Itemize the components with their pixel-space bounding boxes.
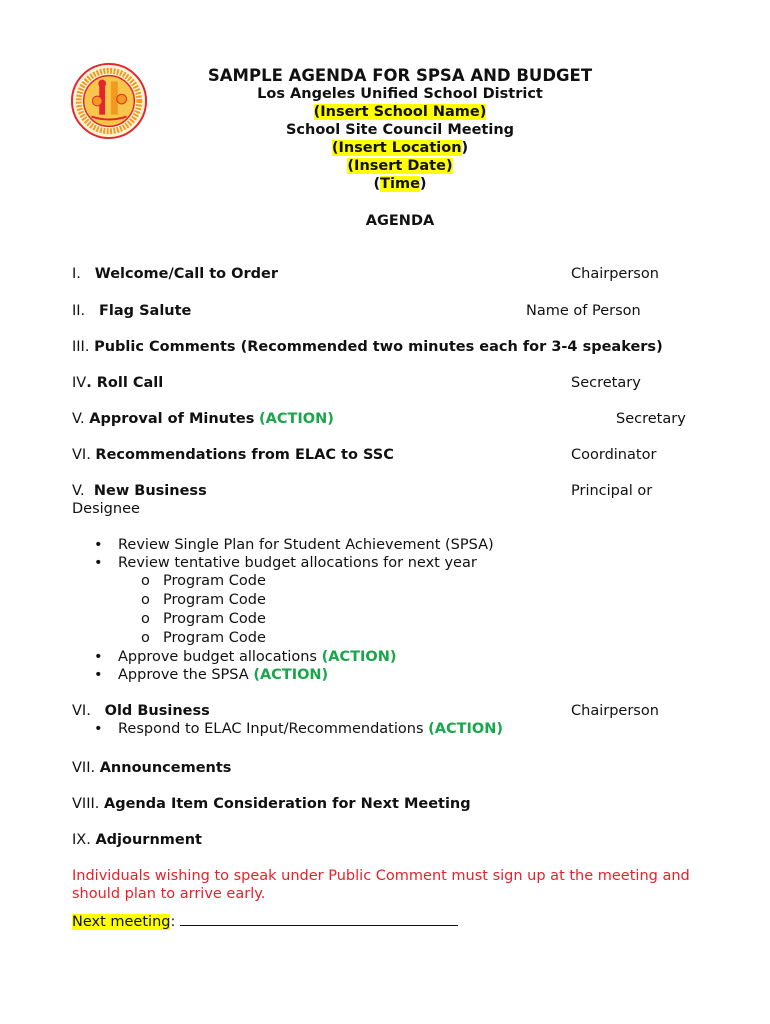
item-label: Recommendations from ELAC to SSC [95,447,394,463]
next-meeting-line [72,911,458,930]
school-name-line [160,104,640,120]
item-number: III. [72,339,90,355]
date-placeholder: (Insert Date) [347,158,453,174]
item-number: V. [72,483,85,499]
district-seal-logo [70,62,148,140]
item-number: VII. [72,760,96,776]
sub-list-item: Program Code [163,611,266,627]
item-number: V. [72,411,85,427]
item-label: Flag Salute [99,303,192,319]
list-item: Review Single Plan for Student Achievement (SPSA) [118,537,494,553]
action-tag: (ACTION) [253,667,329,683]
agenda-item-vi-elac [72,447,394,463]
item-label: New Business [93,483,207,499]
next-meeting-colon: : [170,914,176,930]
agenda-item-viii [72,796,471,812]
agenda-item-v-new-business [72,483,207,499]
item-label: Announcements [99,760,232,776]
item-label: Welcome/Call to Order [94,266,278,282]
agenda-item-vii [72,760,231,776]
time-open-paren: ( [373,176,381,192]
district-name: Los Angeles Unified School District [257,86,543,102]
item-v-new-business-person: Principal or [571,483,653,499]
time-close-paren: ) [419,176,427,192]
list-item [118,649,396,665]
bullet-mark: • [94,555,103,571]
item-number: I. [72,266,81,282]
location-line [160,140,640,156]
item-i-person: Chairperson [571,266,659,282]
action-tag: (ACTION) [321,649,397,665]
agenda-item-iv [72,375,163,391]
date-line [160,158,640,174]
item-number: VI. [72,447,91,463]
item-v-minutes-person: Secretary [616,411,686,427]
document-title: SAMPLE AGENDA FOR SPSA AND BUDGET [207,66,593,85]
list-item: Review tentative budget allocations for next year [118,555,477,571]
sub-bullet-mark: o [141,573,150,589]
item-label: Approval of Minutes [89,411,255,427]
next-meeting-blank-line [180,911,458,926]
item-number: II. [72,303,86,319]
agenda-item-vi-old-business [72,703,210,719]
item-number: VIII. [72,796,100,812]
sub-list-item: Program Code [163,592,266,608]
sub-bullet-mark: o [141,630,150,646]
item-v-new-business-person-cont: Designee [72,501,140,517]
public-comment-notice-line2: should plan to arrive early. [72,886,266,902]
item-iv-person: Secretary [571,375,641,391]
item-vi-old-business-person: Chairperson [571,703,659,719]
agenda-item-v-minutes [72,411,334,427]
agenda-item-iii [72,339,663,355]
list-item-text: Approve budget allocations [118,649,317,665]
agenda-item-ii [72,303,191,319]
public-comment-notice-line1: Individuals wishing to speak under Public Comment must sign up at the meeting and [72,868,690,884]
item-label: Adjournment [95,832,202,848]
bullet-mark: • [94,649,103,665]
action-tag: (ACTION) [428,721,503,737]
item-number: IV [72,375,87,391]
meeting-type: School Site Council Meeting [285,122,515,138]
bullet-mark: • [94,537,103,553]
list-item [118,721,503,737]
agenda-item-i [72,266,278,282]
list-item-text: Respond to ELAC Input/Recommendations [118,721,424,737]
sub-list-item: Program Code [163,573,266,589]
item-number: IX. [72,832,91,848]
list-item [118,667,328,683]
next-meeting-label: Next meeting [72,914,171,930]
item-label: Public Comments (Recommended two minutes each for 3-4 speakers) [94,339,663,355]
list-item-text: Approve the SPSA [118,667,249,683]
bullet-mark: • [94,667,103,683]
item-label: Agenda Item Consideration for Next Meeting [103,796,471,812]
location-placeholder: (Insert Location [331,140,462,156]
agenda-item-ix [72,832,202,848]
school-name-placeholder: (Insert School Name) [313,104,487,120]
agenda-heading: AGENDA [365,213,435,229]
location-close-paren: ) [461,140,469,156]
item-label: . Roll Call [86,375,164,391]
sub-bullet-mark: o [141,592,150,608]
sub-bullet-mark: o [141,611,150,627]
bullet-mark: • [94,721,103,737]
item-label: Old Business [104,703,210,719]
time-line [160,176,640,192]
item-vi-elac-person: Coordinator [571,447,657,463]
time-placeholder: Time [380,176,420,192]
item-ii-person: Name of Person [526,303,641,319]
item-number: VI. [72,703,91,719]
sub-list-item: Program Code [163,630,266,646]
action-tag: (ACTION) [259,411,334,427]
